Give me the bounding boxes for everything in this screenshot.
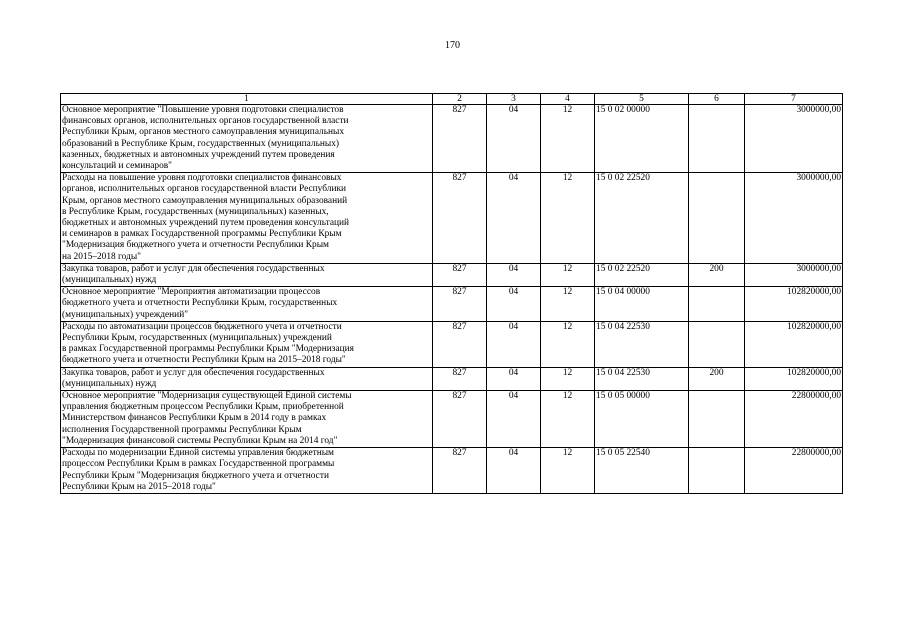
row-amount: 102820000,00 (745, 287, 843, 322)
row-subsection: 12 (541, 105, 595, 173)
row-ministry-code: 827 (433, 105, 487, 173)
table-row (61, 287, 843, 322)
row-ministry-code: 827 (433, 287, 487, 322)
column-header-3: 3 (487, 94, 541, 105)
row-target-article: 15 0 05 22540 (595, 448, 689, 494)
row-amount: 102820000,00 (745, 367, 843, 390)
table-row (61, 367, 843, 390)
table-row (61, 263, 843, 286)
page-number: 170 (445, 40, 460, 51)
row-expense-type (689, 448, 745, 494)
row-expense-type (689, 173, 745, 264)
row-target-article: 15 0 04 22530 (595, 367, 689, 390)
row-target-article: 15 0 04 00000 (595, 287, 689, 322)
row-amount: 3000000,00 (745, 263, 843, 286)
table-row (61, 448, 843, 494)
header-row (61, 94, 843, 105)
column-header-1: 1 (61, 94, 433, 105)
table-row (61, 105, 843, 173)
row-target-article: 15 0 05 00000 (595, 391, 689, 448)
row-target-article: 15 0 02 22520 (595, 173, 689, 264)
row-subsection: 12 (541, 287, 595, 322)
row-ministry-code: 827 (433, 391, 487, 448)
row-section: 04 (487, 448, 541, 494)
row-amount: 3000000,00 (745, 105, 843, 173)
row-section: 04 (487, 173, 541, 264)
row-subsection: 12 (541, 391, 595, 448)
budget-table (60, 93, 843, 494)
row-section: 04 (487, 263, 541, 286)
row-name: Закупка товаров, работ и услуг для обеспечения государственных (муниципальных) нужд (61, 367, 433, 390)
row-expense-type (689, 321, 745, 367)
row-amount: 3000000,00 (745, 173, 843, 264)
row-amount: 102820000,00 (745, 321, 843, 367)
row-section: 04 (487, 391, 541, 448)
row-expense-type (689, 391, 745, 448)
row-ministry-code: 827 (433, 367, 487, 390)
column-header-7: 7 (745, 94, 843, 105)
row-amount: 22800000,00 (745, 448, 843, 494)
row-expense-type: 200 (689, 367, 745, 390)
row-target-article: 15 0 02 00000 (595, 105, 689, 173)
row-name: Закупка товаров, работ и услуг для обеспечения государственных (муниципальных) нужд (61, 263, 433, 286)
row-name: Расходы по модернизации Единой системы управления бюджетным процессом Республики Крым в рамках Государственной программы Республики Крым "Модернизация бюджетного учета и отчетности Республики Крым на 2015–2018 годы" (61, 448, 433, 494)
row-subsection: 12 (541, 321, 595, 367)
row-name: Основное мероприятие "Модернизация существующей Единой системы управления бюджетным процессом Республики Крым, приобретенной Министерством финансов Республики Крым в 2014 году в рамках исполнения Государственной программы Республики Крым "Модернизация финансовой системы Республики Крым на 2014 год" (61, 391, 433, 448)
row-section: 04 (487, 367, 541, 390)
row-expense-type: 200 (689, 263, 745, 286)
row-name: Расходы по автоматизации процессов бюджетного учета и отчетности Республики Крым, государственных (муниципальных) учреждений в рамках Государственной программы Республики Крым "Модернизация бюджетного учета и отчетности Республики Крым на 2015–2018 годы" (61, 321, 433, 367)
row-amount: 22800000,00 (745, 391, 843, 448)
row-ministry-code: 827 (433, 448, 487, 494)
column-header-6: 6 (689, 94, 745, 105)
table-row (61, 391, 843, 448)
row-subsection: 12 (541, 448, 595, 494)
row-name: Основное мероприятие "Мероприятия автоматизации процессов бюджетного учета и отчетности Республики Крым, государственных (муниципальных) учреждений" (61, 287, 433, 322)
row-ministry-code: 827 (433, 263, 487, 286)
row-target-article: 15 0 02 22520 (595, 263, 689, 286)
row-name: Расходы на повышение уровня подготовки специалистов финансовых органов, исполнительных органов государственной власти Республики Крым, органов местного самоуправления муниципальных образований в Республике Крым, государственных (муниципальных) казенных, бюджетных и автономных учреждений путем проведения консультаций и семинаров в рамках Государственной программы Республики Крым "Модернизация бюджетного учета и отчетности Республики Крым на 2015–2018 годы" (61, 173, 433, 264)
row-expense-type (689, 105, 745, 173)
row-subsection: 12 (541, 367, 595, 390)
row-section: 04 (487, 287, 541, 322)
column-header-5: 5 (595, 94, 689, 105)
row-subsection: 12 (541, 263, 595, 286)
row-target-article: 15 0 04 22530 (595, 321, 689, 367)
table-row (61, 321, 843, 367)
row-name: Основное мероприятие "Повышение уровня подготовки специалистов финансовых органов, исполнительных органов государственной власти Республики Крым, органов местного самоуправления муниципальных образований в Республике Крым, государственных (муниципальных) казенных, бюджетных и автономных учреждений путем проведения консультаций и семинаров" (61, 105, 433, 173)
row-section: 04 (487, 321, 541, 367)
table-row (61, 173, 843, 264)
column-header-2: 2 (433, 94, 487, 105)
row-subsection: 12 (541, 173, 595, 264)
row-ministry-code: 827 (433, 173, 487, 264)
row-expense-type (689, 287, 745, 322)
row-section: 04 (487, 105, 541, 173)
row-ministry-code: 827 (433, 321, 487, 367)
column-header-4: 4 (541, 94, 595, 105)
